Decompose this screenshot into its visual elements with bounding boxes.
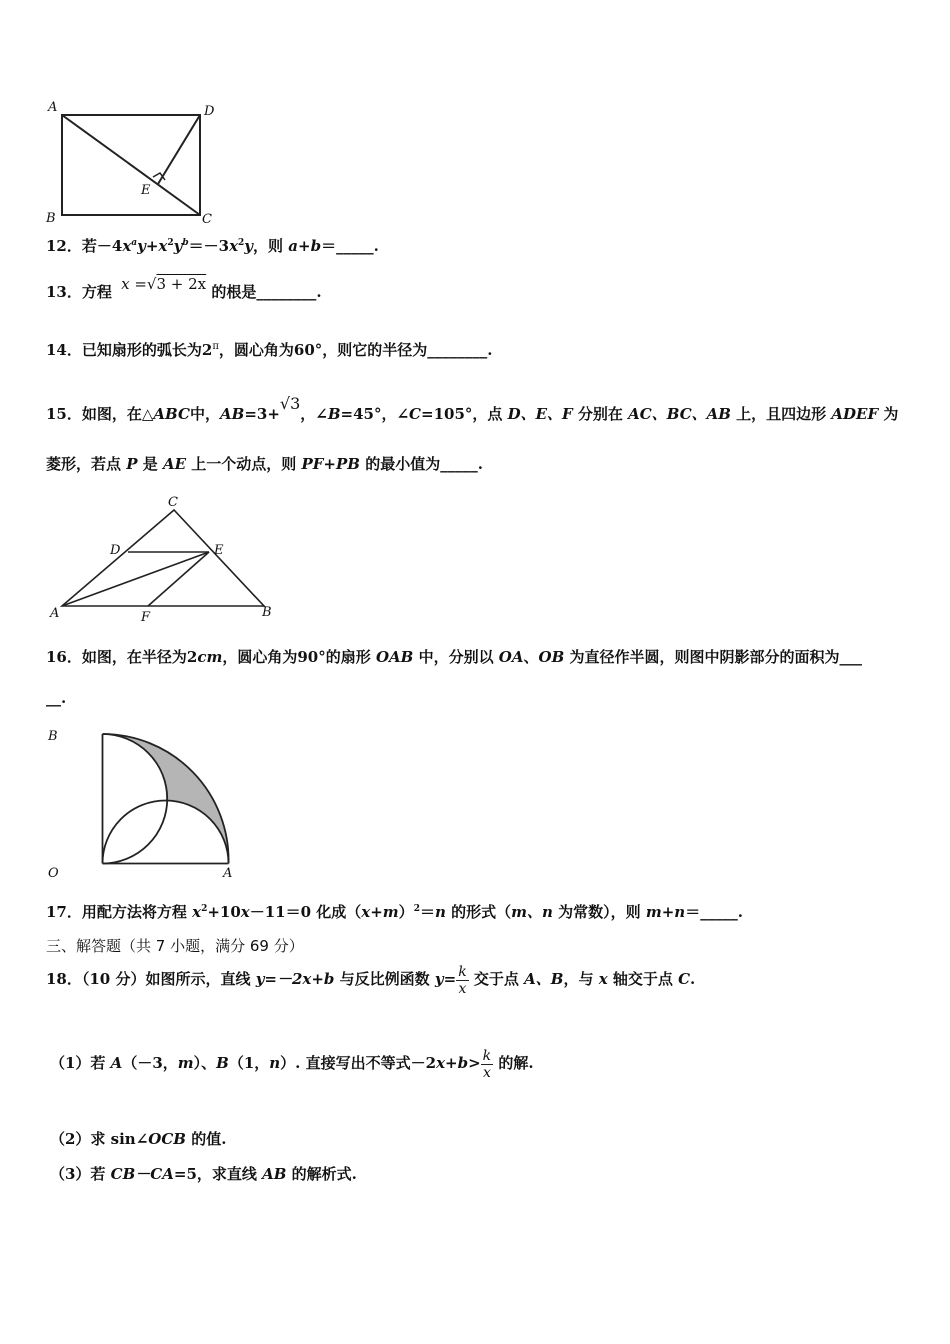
question-17: 17．用配方法将方程 $x^2+10x-11=0$ 化成$(x+m)^2=n$ 的形式（m、n 为常数），则 m+n＝_____. (46, 903, 743, 921)
figure-sector (40, 720, 233, 881)
label-c: C (168, 495, 178, 510)
question-15: 15．如图，在△ABC中，AB=3+√3，∠B=45°，∠C=105°，点 D、E、F 分别在 AC、BC、AB 上，且四边形 ADEF 为 (46, 394, 899, 423)
question-15-line2: 菱形，若点 P 是 AE 上一个动点，则 PF+PB 的最小值为_____. (46, 455, 483, 473)
label-b: B (48, 729, 58, 744)
question-14: 14．已知扇形的弧长为$2^\pi$，圆心角为60°，则它的半径为________. (46, 341, 493, 359)
label-b: B (46, 211, 56, 226)
label-d: D (204, 104, 215, 119)
figure-triangle (46, 490, 286, 625)
label-f: F (141, 610, 151, 625)
triangle-abc (62, 510, 264, 606)
question-13: 13．方程 x =√3 + 2x 的根是________. (46, 275, 322, 301)
question-18: 18．（10 分）如图所示，直线 y=－2x+b 与反比例函数 y= $\frac{k}{x}$ 交于点 A、B，与 x 轴交于点 C. (46, 963, 696, 997)
figure-rectangle (40, 95, 230, 230)
segment-ae (62, 552, 209, 606)
question-18-part-2: （2）求 sin∠OCB 的值. (50, 1130, 227, 1148)
fraction-k-over-x: $\frac{k}{x}$ (458, 963, 467, 997)
segment-fe (148, 552, 209, 606)
section-3-heading: 三、解答题（共 7 小题，满分 69 分） (46, 937, 304, 955)
label-c: C (202, 212, 212, 227)
equation-13: x =√3 + 2x (121, 275, 207, 293)
label-e: E (141, 183, 151, 198)
question-18-part-3: （3）若 CB－CA=5，求直线 AB 的解析式. (50, 1165, 357, 1183)
question-16: 16．如图，在半径为2cm，圆心角为90°的扇形 OAB 中，分别以 OA、OB 为直径作半圆，则图中阴影部分的面积为___ (46, 648, 863, 666)
label-a: A (223, 866, 233, 881)
question-18-part-1: （1）若 A（－3，m）、B（1，n）. 直接写出不等式－2x+b> $\frac{k}{x}$ 的解. (50, 1047, 534, 1081)
diagonal-ac (62, 115, 200, 215)
shaded-region (103, 734, 229, 864)
label-a: A (50, 606, 60, 621)
label-o: O (48, 866, 59, 881)
question-12: 12．若$-4x^ay+x^2y^b=-3x^2y$，则 a+b＝_____. (46, 237, 379, 255)
label-b: B (262, 605, 272, 620)
question-16-line2: __. (46, 689, 67, 707)
label-e: E (214, 543, 224, 558)
segment-de (158, 115, 200, 184)
label-d: D (110, 543, 121, 558)
fraction-k-over-x-2: $\frac{k}{x}$ (482, 1047, 492, 1081)
label-a: A (48, 100, 58, 115)
